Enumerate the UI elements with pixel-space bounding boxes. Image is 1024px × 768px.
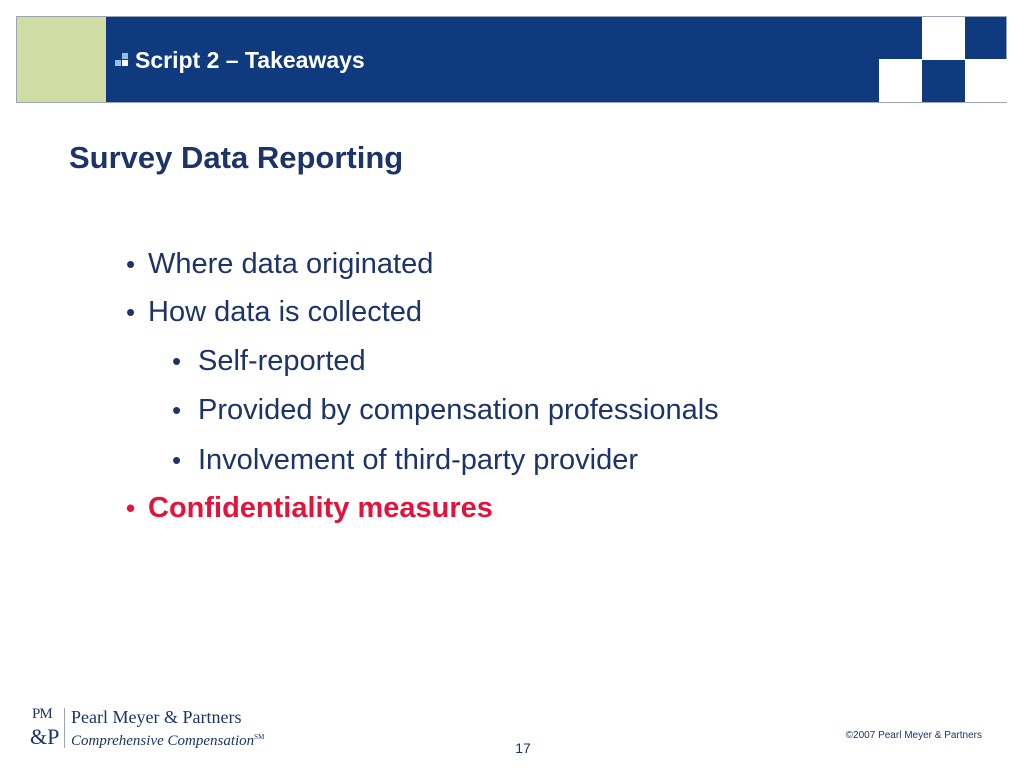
checker-square: [965, 59, 1008, 102]
sub-bullet-item: [172, 345, 366, 378]
bullet-icon: •: [126, 297, 136, 327]
page-number: 17: [515, 740, 531, 756]
bullet-item: [126, 248, 433, 281]
logo-monogram: [30, 706, 60, 750]
bullet-text: Involvement of third-party provider: [198, 444, 639, 476]
bullet-icon: •: [126, 493, 136, 523]
bullet-icon: •: [126, 249, 136, 279]
bullet-text: Confidentiality measures: [148, 492, 493, 524]
header-title-group: [115, 45, 365, 75]
bullet-item: [126, 296, 422, 329]
bullet-text: Provided by compensation professionals: [198, 394, 719, 426]
bullet-text: How data is collected: [148, 296, 423, 328]
checker-square: [922, 17, 965, 60]
header-accent-block: [17, 17, 106, 102]
sub-bullet-item: [172, 444, 638, 477]
title-bullet-icon: [115, 53, 129, 67]
bullet-icon: •: [172, 395, 182, 425]
logo-tagline-text: Comprehensive Compensation: [71, 733, 255, 749]
bullet-item-highlighted: [126, 492, 493, 525]
company-logo: [30, 706, 264, 750]
copyright-notice: ©2007 Pearl Meyer & Partners: [845, 730, 982, 741]
logo-company-name: Pearl Meyer & Partners: [71, 707, 242, 727]
logo-tagline: [71, 728, 264, 750]
logo-service-mark: SM: [254, 733, 265, 741]
checker-square: [879, 59, 922, 102]
logo-monogram-bottom: &P: [30, 724, 60, 749]
bullet-icon: •: [172, 346, 182, 376]
sub-bullet-item: [172, 394, 719, 427]
slide-title: Script 2 – Takeaways: [135, 46, 365, 73]
bullet-text: Where data originated: [148, 248, 434, 280]
bullet-text: Self-reported: [198, 345, 366, 377]
slide-header-band: [16, 16, 1007, 103]
section-heading: Survey Data Reporting: [69, 140, 404, 175]
logo-divider: [64, 708, 65, 748]
logo-monogram-top: PM: [32, 706, 52, 722]
bullet-icon: •: [172, 445, 182, 475]
logo-wordmark: [71, 706, 264, 750]
